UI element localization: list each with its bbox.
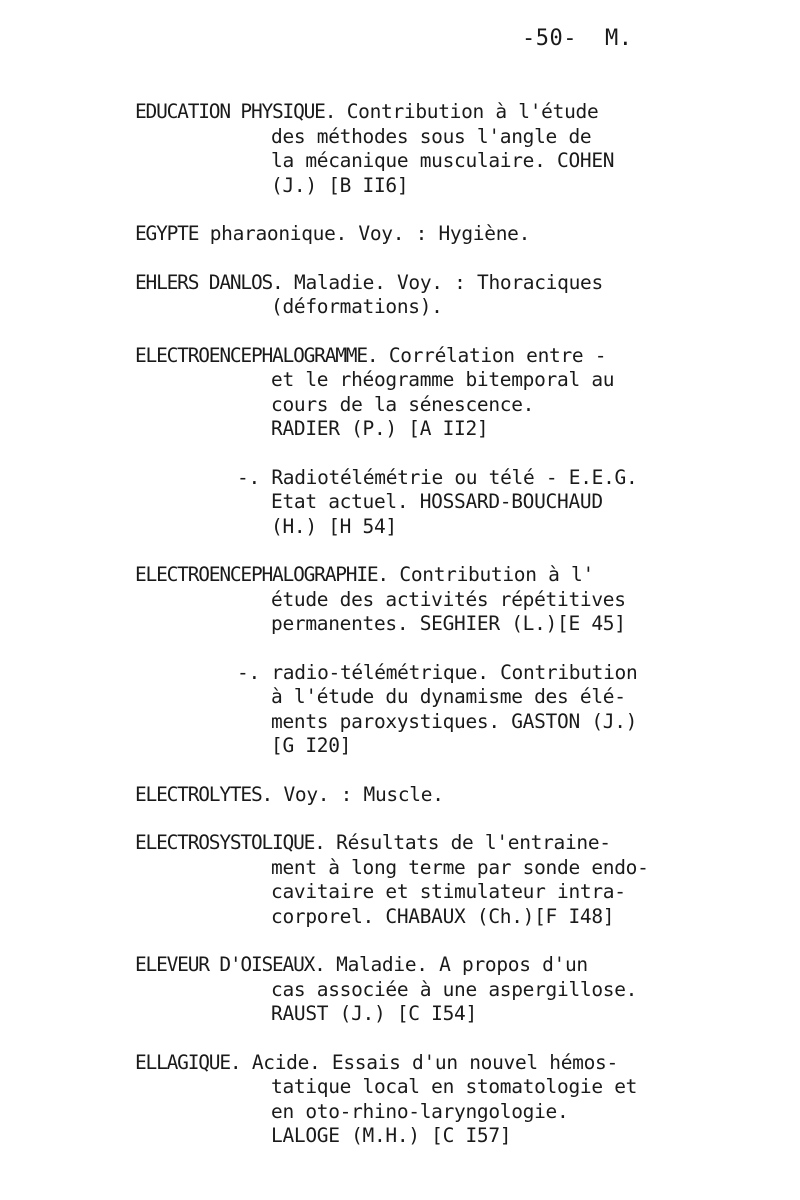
- entry-text: ment à long terme par sonde endo-: [271, 855, 649, 879]
- entry-text: des méthodes sous l'angle de: [271, 124, 592, 148]
- index-entry: [0, 344, 800, 442]
- entry-line: [0, 978, 800, 1003]
- entry-text: permanentes. SEGHIER (L.)[E 45]: [271, 612, 626, 635]
- entry-headword: ELECTROLYTES.: [135, 782, 273, 806]
- entry-text: Résultats de l'entraine-: [324, 831, 611, 854]
- entry-text: Contribution à l': [387, 563, 594, 586]
- entry-line: [0, 515, 800, 540]
- page-number: -50-: [522, 26, 577, 51]
- entry-line: [0, 490, 800, 515]
- entry-text: cours de la sénescence.: [271, 392, 535, 416]
- index-entries: [0, 100, 800, 1173]
- entry-line: [0, 563, 800, 588]
- entry-line: [0, 856, 800, 881]
- entry-line: [0, 174, 800, 199]
- entry-line: [0, 1100, 800, 1125]
- entry-line: [0, 125, 800, 150]
- entry-line: [0, 612, 800, 637]
- index-entry: [0, 831, 800, 929]
- entry-text: cas associée à une aspergillose.: [271, 977, 638, 1001]
- index-entry: [0, 1051, 800, 1149]
- entry-headword: EDUCATION PHYSIQUE.: [135, 100, 336, 123]
- entry-text: -. Radiotélémétrie ou télé - E.E.G.: [237, 465, 638, 489]
- entry-line: [0, 393, 800, 418]
- entry-text: et le rhéogramme bitemporal au: [271, 368, 615, 391]
- entry-line: [0, 1075, 800, 1100]
- entry-line: [0, 953, 800, 978]
- entry-headword: EGYPTE: [135, 222, 199, 245]
- entry-text: RAUST (J.) [C I54]: [271, 1002, 477, 1025]
- index-entry: [0, 100, 800, 198]
- entry-text: la mécanique musculaire. COHEN: [271, 149, 615, 172]
- entry-text: corporel. CHABAUX (Ch.)[F I48]: [271, 904, 615, 928]
- page-header: [522, 26, 632, 51]
- entry-text: étude des activités répétitives: [271, 587, 626, 611]
- entry-line: [0, 417, 800, 442]
- entry-headword: ELLAGIQUE.: [135, 1050, 241, 1074]
- entry-text: Corrélation entre -: [377, 343, 607, 367]
- entry-text: Acide. Essais d'un nouvel hémos-: [240, 1050, 618, 1074]
- entry-line: [0, 1124, 800, 1149]
- entry-text: LALOGE (M.H.) [C I57]: [271, 1124, 512, 1147]
- index-entry: [0, 953, 800, 1027]
- entry-line: [0, 100, 800, 125]
- entry-text: (déformations).: [271, 295, 443, 318]
- entry-line: [0, 588, 800, 613]
- entry-line: [0, 685, 800, 710]
- entry-text: en oto-rhino-laryngologie.: [271, 1099, 569, 1123]
- entry-line: [0, 783, 800, 808]
- entry-text: (H.) [H 54]: [271, 514, 397, 538]
- entry-text: (J.) [B II6]: [271, 173, 409, 197]
- entry-headword: ELEVEUR D'OISEAUX.: [135, 953, 325, 976]
- entry-line: [0, 1051, 800, 1076]
- entry-text: pharaonique. Voy. : Hygiène.: [198, 222, 531, 245]
- entry-headword: ELECTROSYSTOLIQUE.: [135, 831, 325, 854]
- index-subentry: [0, 661, 800, 759]
- entry-text: RADIER (P.) [A II2]: [271, 417, 489, 440]
- entry-line: [0, 831, 800, 856]
- entry-line: [0, 1002, 800, 1027]
- entry-text: cavitaire et stimulateur intra-: [271, 880, 626, 903]
- entry-line: [0, 368, 800, 393]
- entry-headword: EHLERS DANLOS.: [135, 270, 283, 294]
- entry-text: [G I20]: [271, 734, 352, 757]
- section-letter: M.: [604, 26, 633, 51]
- entry-line: [0, 149, 800, 174]
- entry-text: Maladie. A propos d'un: [324, 953, 588, 976]
- index-entry: [0, 271, 800, 320]
- index-entry: [0, 783, 800, 808]
- entry-text: ments paroxystiques. GASTON (J.): [271, 709, 638, 733]
- entry-line: [0, 271, 800, 296]
- entry-line: [0, 734, 800, 759]
- entry-line: [0, 661, 800, 686]
- entry-text: -. radio-télémétrique. Contribution: [237, 660, 638, 684]
- entry-line: [0, 710, 800, 735]
- entry-text: Voy. : Muscle.: [272, 782, 444, 806]
- entry-headword: ELECTROENCEPHALOGRAPHIE.: [135, 563, 388, 586]
- entry-line: [0, 344, 800, 369]
- entry-line: [0, 905, 800, 930]
- entry-line: [0, 880, 800, 905]
- entry-text: tatique local en stomatologie et: [271, 1075, 638, 1098]
- entry-text: Etat actuel. HOSSARD-BOUCHAUD: [271, 490, 603, 513]
- index-entry: [0, 222, 800, 247]
- entry-headword: ELECTROENCEPHALOGRAMME.: [135, 343, 378, 367]
- index-subentry: [0, 466, 800, 540]
- index-entry: [0, 563, 800, 637]
- entry-text: Maladie. Voy. : Thoraciques: [282, 270, 603, 294]
- entry-line: [0, 466, 800, 491]
- entry-text: à l'étude du dynamisme des élé-: [271, 685, 626, 708]
- entry-line: [0, 295, 800, 320]
- entry-text: Contribution à l'étude: [335, 100, 599, 123]
- entry-line: [0, 222, 800, 247]
